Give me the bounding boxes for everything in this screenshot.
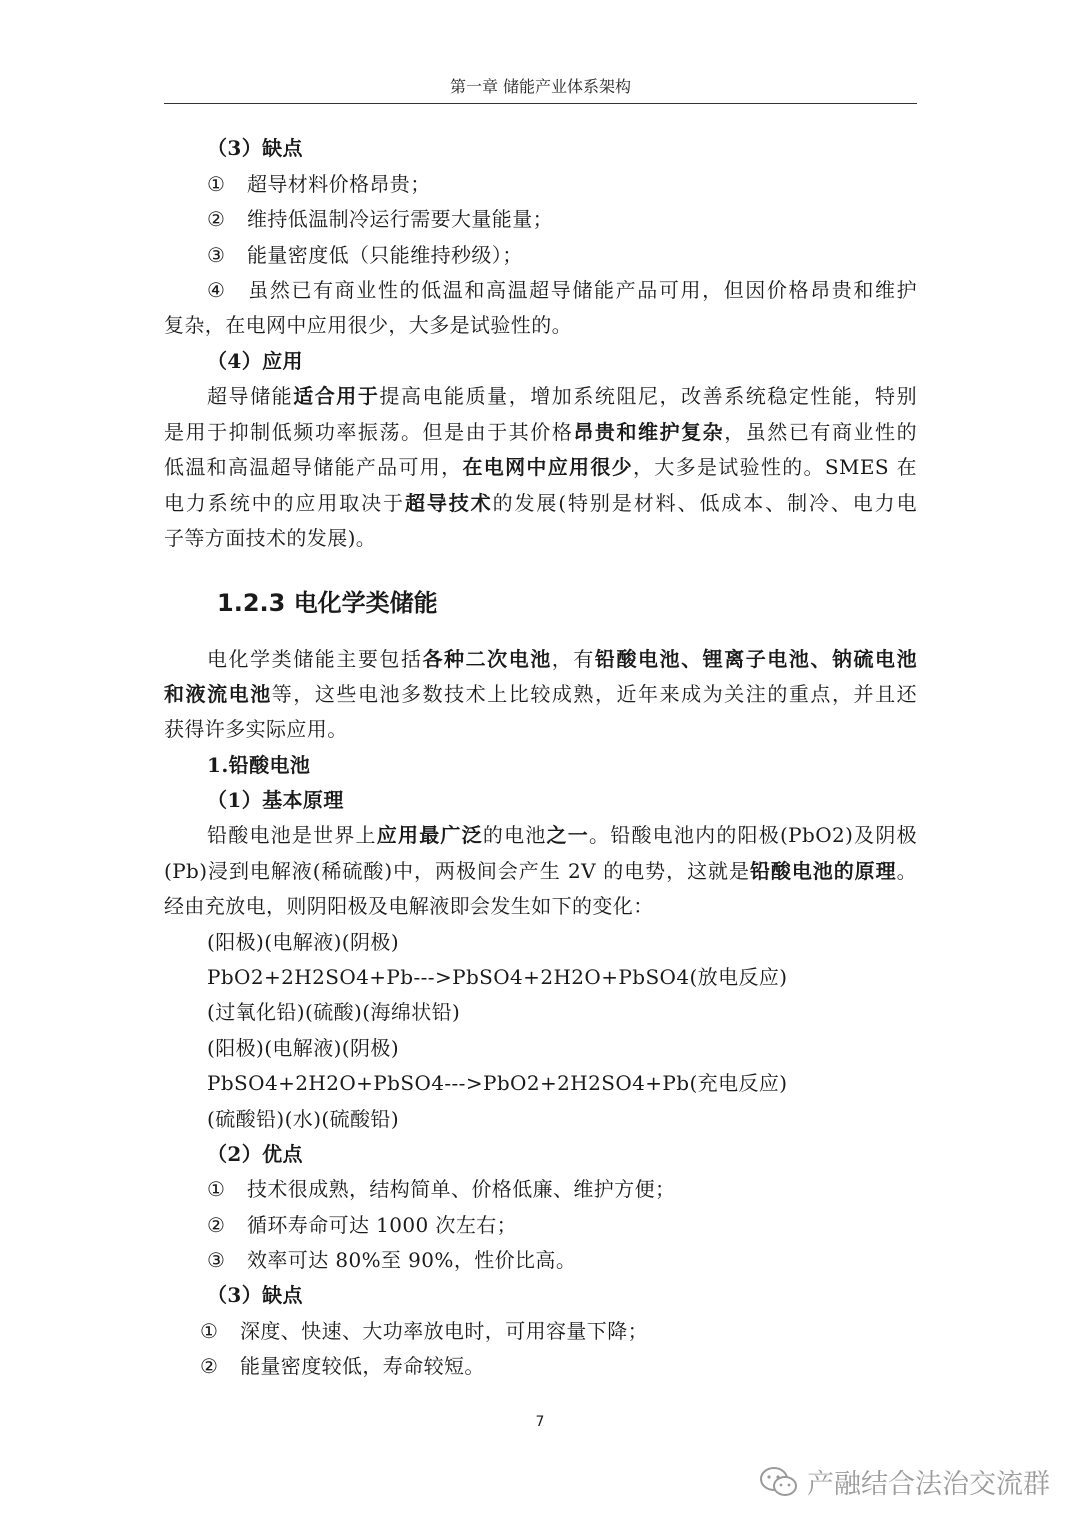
paragraph-line: 低温和高温超导储能产品可用，在电网中应用很少，大多是试验性的。SMES 在 xyxy=(164,455,918,479)
paragraph-line: 和液流电池等，这些电池多数技术上比较成熟，近年来成为关注的重点，并且还 xyxy=(164,682,918,706)
list-item: ① 超导材料价格昂贵； xyxy=(207,172,431,196)
paragraph-line: 超导储能适合用于提高电能质量，增加系统阻尼，改善系统稳定性能，特别 xyxy=(207,384,917,408)
list-item: ② 维持低温制冷运行需要大量能量； xyxy=(207,207,553,231)
header-divider xyxy=(164,103,917,104)
list-item: ③ 效率可达 80%至 90%，性价比高。 xyxy=(207,1248,577,1272)
disadvantages-heading: （3）缺点 xyxy=(207,1283,303,1307)
discharge-equation: PbO2+2H2SO4+Pb--->PbSO4+2H2O+PbSO4(放电反应) xyxy=(207,965,788,989)
equation-labels: (阳极)(电解液)(阴极) xyxy=(207,930,400,954)
paragraph-line: 电力系统中的应用取决于超导技术的发展(特别是材料、低成本、制冷、电力电 xyxy=(164,491,917,515)
page-number: 7 xyxy=(535,1414,545,1430)
paragraph-line: 经由充放电，则阴阳极及电解液即会发生如下的变化： xyxy=(164,894,654,918)
paragraph-line: 是用于抑制低频功率振荡。但是由于其价格昂贵和维护复杂，虽然已有商业性的 xyxy=(164,420,917,444)
equation-labels: (硫酸铅)(水)(硫酸铅) xyxy=(207,1107,400,1131)
application-heading: （4）应用 xyxy=(207,349,303,373)
watermark-text: 产融结合法治交流群 xyxy=(807,1469,1050,1500)
section-title: 1.2.3 电化学类储能 xyxy=(217,589,438,617)
advantages-heading: （2）优点 xyxy=(207,1142,303,1166)
paragraph-line: 电化学类储能主要包括各种二次电池，有铅酸电池、锂离子电池、钠硫电池 xyxy=(207,647,917,671)
paragraph-line: 子等方面技术的发展)。 xyxy=(164,526,377,550)
paragraph-line: 获得许多实际应用。 xyxy=(164,717,348,741)
watermark xyxy=(759,1462,1050,1501)
list-item: ① 技术很成熟，结构简单、价格低廉、维护方便； xyxy=(207,1177,676,1201)
principle-heading: （1）基本原理 xyxy=(207,788,344,812)
list-item-continuation: 复杂，在电网中应用很少，大多是试验性的。 xyxy=(164,313,572,337)
running-header: 第一章 储能产业体系架构 xyxy=(449,77,632,96)
list-item: ④ 虽然已有商业性的低温和高温超导储能产品可用，但因价格昂贵和维护 xyxy=(207,278,917,302)
equation-labels: (阳极)(电解液)(阴极) xyxy=(207,1036,400,1060)
charge-equation: PbSO4+2H2O+PbSO4--->PbO2+2H2SO4+Pb(充电反应) xyxy=(207,1071,788,1095)
wechat-icon xyxy=(759,1466,799,1498)
subsection-title: 1.铅酸电池 xyxy=(207,753,311,777)
paragraph-line: (Pb)浸到电解液(稀硫酸)中，两极间会产生 2V 的电势，这就是铅酸电池的原理。 xyxy=(164,859,917,883)
list-item: ① 深度、快速、大功率放电时，可用容量下降； xyxy=(200,1319,648,1343)
disadvantages-heading: （3）缺点 xyxy=(207,136,303,160)
list-item: ② 能量密度较低，寿命较短。 xyxy=(200,1354,485,1378)
equation-labels: (过氧化铅)(硫酸)(海绵状铅) xyxy=(207,1000,461,1024)
list-item: ② 循环寿命可达 1000 次左右； xyxy=(207,1213,518,1237)
paragraph-line: 铅酸电池是世界上应用最广泛的电池之一。铅酸电池内的阳极(PbO2)及阴极 xyxy=(207,823,918,847)
list-item: ③ 能量密度低（只能维持秒级）； xyxy=(207,243,523,267)
